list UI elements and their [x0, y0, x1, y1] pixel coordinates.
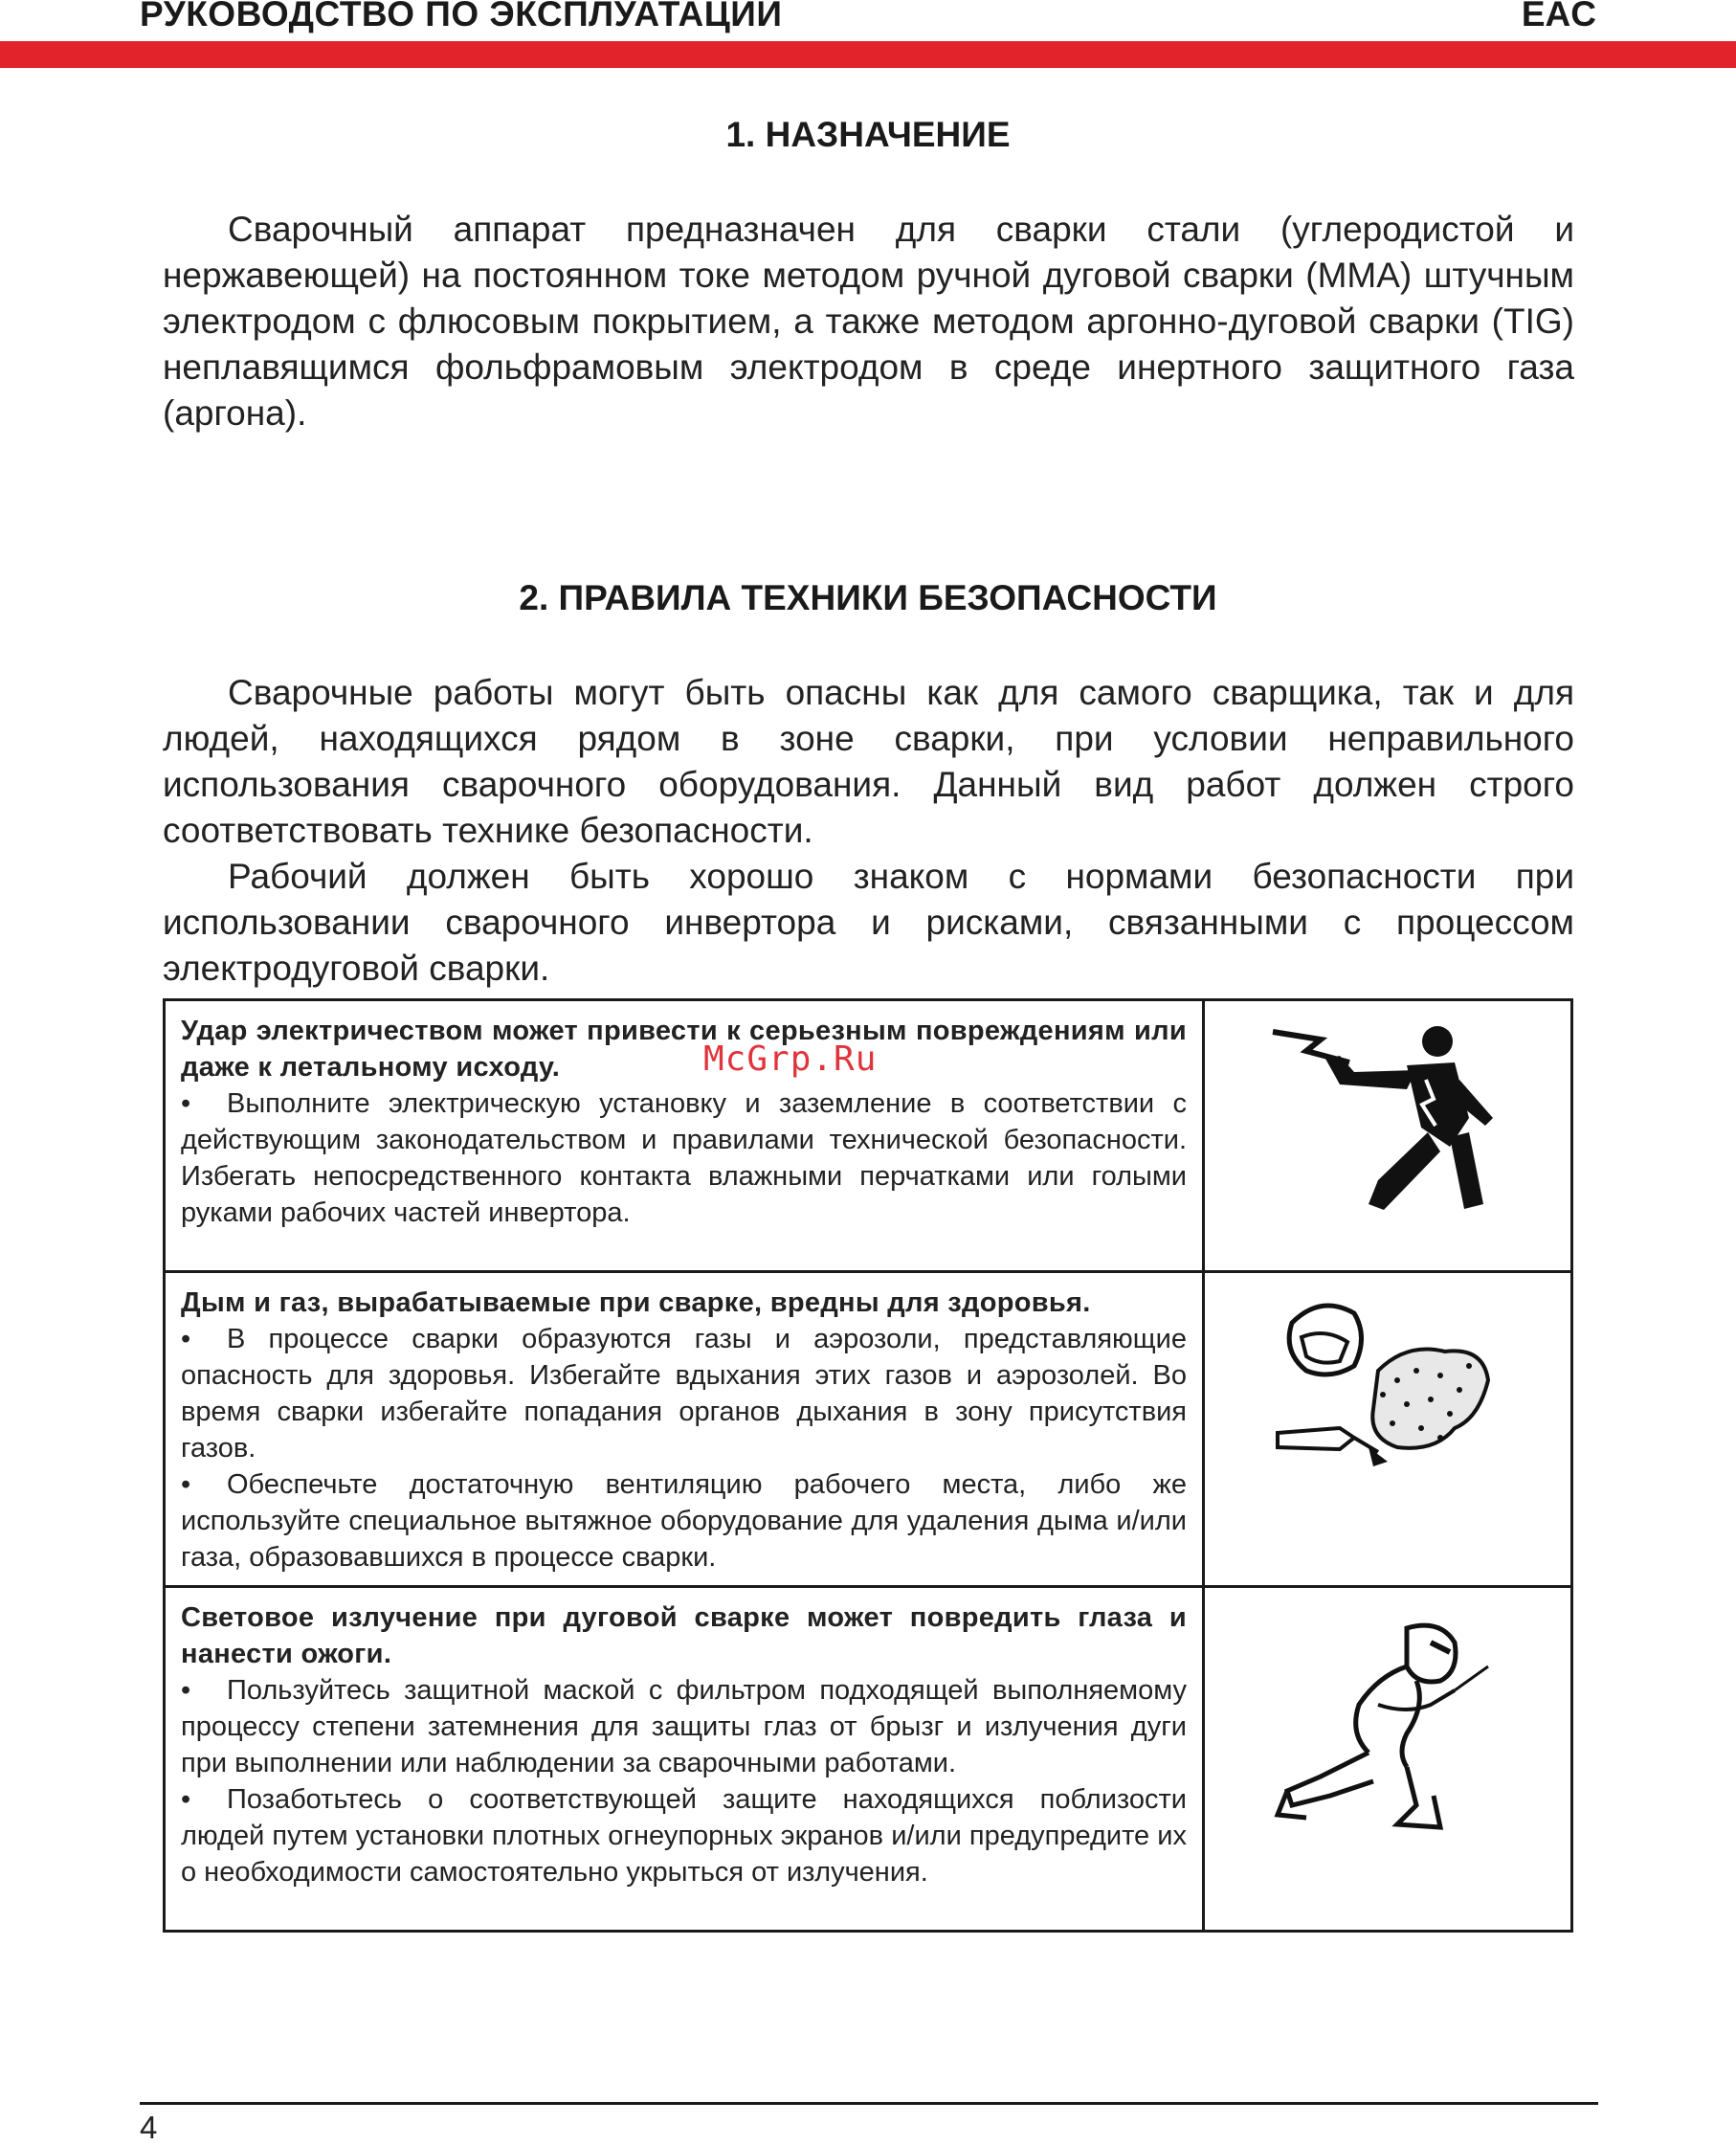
- purpose-paragraph: Сварочный аппарат предназначен для сварки стали (углеродистой и нержавеющей) на постоянном токе методом ручной дуговой сварки (ММА) штучным электродом с флюсовым покрытием, а также методом аргонно-дуговой сварки (TIG) неплавящимся фольфрамовым электродом в среде инертного защитного газа (аргона).: [163, 210, 1574, 433]
- hazard-image-cell: [1204, 1587, 1572, 1932]
- hazard-row-fumes: [165, 1272, 1572, 1587]
- section-title-purpose: 1. НАЗНАЧЕНИЕ: [725, 115, 1011, 154]
- hazard-bullet: • Позаботьтесь о соответствующей защите находящихся поблизости людей путем установки плотных огнеупорных экранов и/или предупредите их о необходимости самостоятельно укрыться от излучения.: [181, 1784, 1187, 1888]
- hazard-text-cell: [165, 1272, 1204, 1587]
- hazard-title-fumes: Дым и газ, вырабатываемые при сварке, вредны для здоровья.: [181, 1287, 1091, 1318]
- hazard-title-electric: Удар электричеством может привести к серьезным повреждениям или даже к летальному исходу.: [181, 1016, 1187, 1083]
- header-red-bar: [0, 41, 1736, 68]
- document-header-title: РУКОВОДСТВО ПО ЭКСПЛУАТАЦИИ: [140, 0, 783, 34]
- hazards-table: [163, 998, 1573, 1933]
- hazard-title-radiation: Световое излучение при дуговой сварке может повредить глаза и нанести ожоги.: [181, 1602, 1187, 1669]
- hazard-bullet: • Пользуйтесь защитной маской с фильтром подходящей выполняемому процессу степени затемнения для защиты глаз от брызг и излучения дуги при выполнении или наблюдении за сварочными работами.: [181, 1675, 1187, 1778]
- watermark: McGrp.Ru: [703, 1039, 878, 1079]
- welder-mask-icon: [1263, 1599, 1512, 1848]
- hazard-text-cell: [165, 1587, 1204, 1932]
- hazard-bullet: • Выполните электрическую установку и заземление в соответствии с действующим законодательством и правилами технической безопасности. Избегать непосредственного контакта влажными перчатками или голыми руками рабочих частей инвертора.: [181, 1088, 1187, 1228]
- hazard-row-radiation: [165, 1587, 1572, 1932]
- hazard-bullet: • Обеспечьте достаточную вентиляцию рабочего места, либо же используйте специальное вытяжное оборудование для удаления дыма и/или газа, образовавшихся в процессе сварки.: [181, 1469, 1187, 1573]
- safety-paragraph-2: Рабочий должен быть хорошо знаком с нормами безопасности при использовании сварочного инвертора и рисками, связанными с процессом электродуговой сварки.: [163, 857, 1574, 988]
- eac-mark: EAC: [1521, 0, 1596, 34]
- hazard-bullet: • В процессе сварки образуются газы и аэрозоли, представляющие опасность для здоровья. Избегайте вдыхания этих газов и аэрозолей. Во время сварки избегайте попадания органов дыхания в зону присутствия газов.: [181, 1324, 1187, 1464]
- section-title-safety: 2. ПРАВИЛА ТЕХНИКИ БЕЗОПАСНОСТИ: [519, 578, 1217, 617]
- footer-rule: [140, 2102, 1598, 2105]
- electric-shock-icon: [1263, 1013, 1512, 1233]
- hazard-image-cell: [1204, 1000, 1572, 1272]
- welding-fumes-icon: [1263, 1285, 1512, 1505]
- safety-paragraph-1: Сварочные работы могут быть опасны как для самого сварщика, так и для людей, находящихся рядом в зоне сварки, при условии неправильного использования сварочного оборудования. Данный вид работ должен строго соответствовать технике безопасности.: [163, 673, 1574, 850]
- page-number: 4: [140, 2110, 158, 2145]
- hazard-text-cell: [165, 1000, 1204, 1272]
- hazard-image-cell: [1204, 1272, 1572, 1587]
